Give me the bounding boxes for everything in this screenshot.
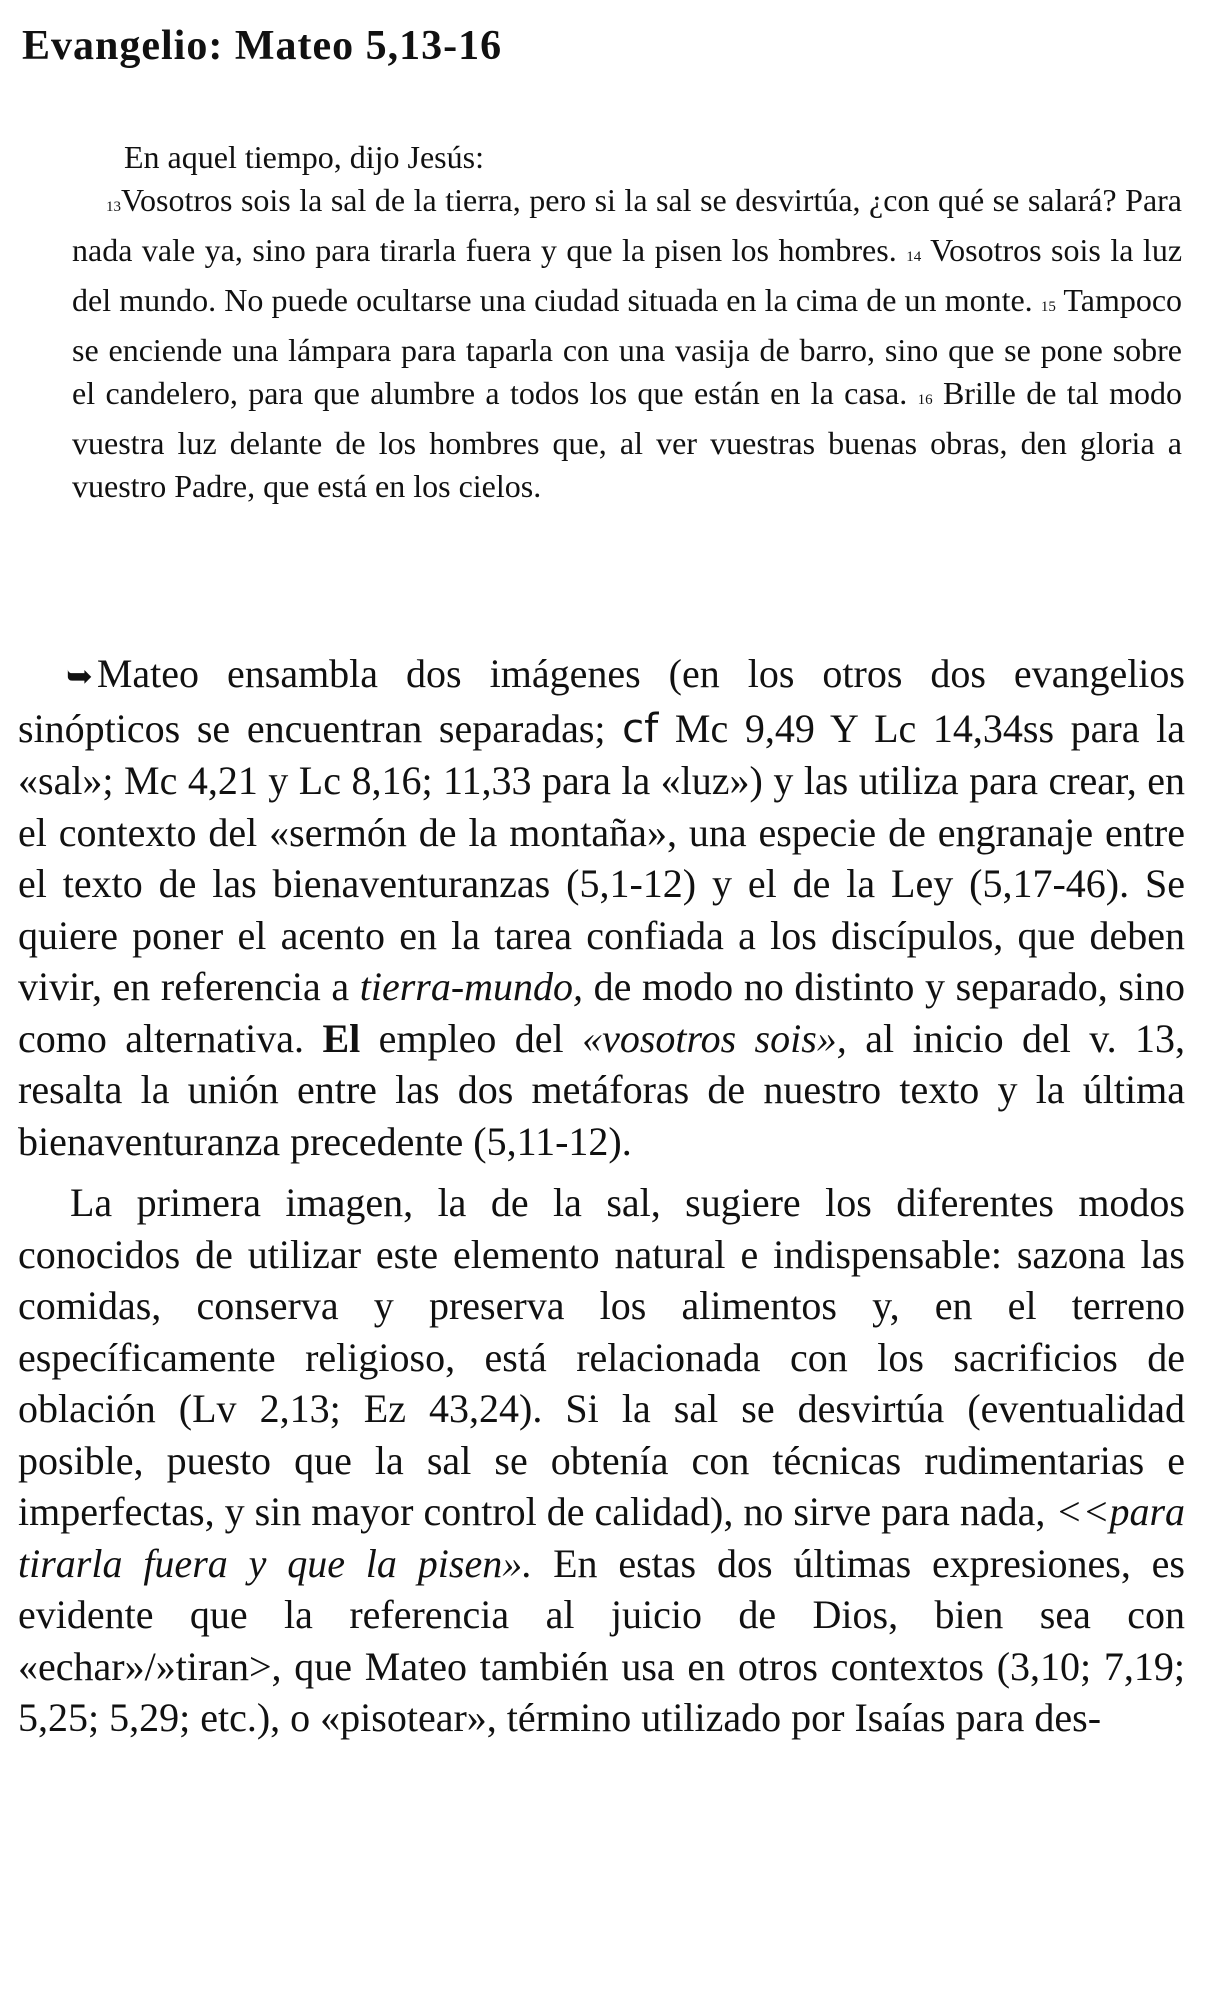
italic-quote: <<para tirarla fuera y que la pisen». [18,1489,1186,1586]
text-run: Mc 9,49 Y Lc 14,34ss para la «sal»; Mc 4,21 y Lc 8,16; 11,33 para la «luz») y las utiliza para crear, en el contexto del «sermón de la montaña», una especie de engranaje entre el texto de las bienaventuranzas (5,1-12) y el de la Ley (5,17-46). Se quiere poner el acento en la tarea confiada a los discípulos, que deben vivir, en referencia a [18,705,1186,1009]
bold-term: El [322,1015,361,1061]
verse-number: 15 [1040,299,1056,315]
verse-number: 14 [906,249,922,265]
gospel-intro: En aquel tiempo, dijo Jesús: [124,139,484,175]
italic-term: «vosotros sois», [582,1015,847,1061]
text-run: de modo no distinto y separado, sino como alternativa. [18,964,1186,1061]
gospel-text [72,179,1182,508]
commentary-paragraph [18,648,1185,1167]
commentary-paragraph [18,1177,1185,1744]
commentary [18,648,1185,1744]
gospel-title: Evangelio: Mateo 5,13-16 [22,23,503,69]
verse-number: 16 [917,392,933,408]
verse-text: Vosotros sois la sal de la tierra, pero si la sal se desvirtúa, ¿con qué se salará? Para nada vale ya, sino para tirarla fuera y que la pisen los hombres. [72,182,1182,268]
italic-term: tierra-mundo, [359,964,584,1009]
cf-abbrev: cf [622,705,659,752]
verse-text: Tampoco se enciende una lámpara para taparla con una vasija de barro, sino que se pone sobre el candelero, para que alumbre a todos los que están en la casa. [72,282,1183,411]
text-run: En estas dos últimas expresiones, es evidente que la referencia al juicio de Dios, bien sea con «echar»/»tiran>, que Mateo también usa en otros contextos (3,10; 7,19; 5,25; 5,29; etc.), o «pisotear», término utilizado por Isaías para des- [18,1540,1186,1740]
gospel-reading [72,136,1182,508]
text-run: empleo del [378,1015,564,1061]
text-run: La primera imagen, la de la sal, sugiere los diferentes modos conocidos de utilizar este elemento natural e indispensable: sazona las comidas, conserva y preserva los alimentos y, en el terreno específicamente religioso, está relacionada con los sacrificios de oblación (Lv 2,13; Ez 43,24). Si la sal se desvirtúa (eventualidad posible, puesto que la sal se obtenía con técnicas rudimentarias e imperfectas, y sin mayor control de calidad), no sirve para nada, [18,1180,1185,1534]
verse-text: Vosotros sois la luz del mundo. No puede ocultarse una ciudad situada en la cima de un monte. [72,232,1183,318]
text-run: Mateo ensambla dos imágenes (en los otros dos evangelios sinópticos se encuentran separadas; [18,651,1185,751]
verse-text: Brille de tal modo vuestra luz delante de los hombres que, al ver vuestras buenas obras, den gloria a vuestro Padre, que está en los cielos. [72,375,1183,504]
verse-number: 13 [106,199,121,215]
text-run: al inicio del v. 13, resalta la unión entre las dos metáforas de nuestro texto y la última bienaventuranza precedente (5,11-12). [18,1015,1186,1164]
arrow-icon: ➥ [66,657,93,695]
